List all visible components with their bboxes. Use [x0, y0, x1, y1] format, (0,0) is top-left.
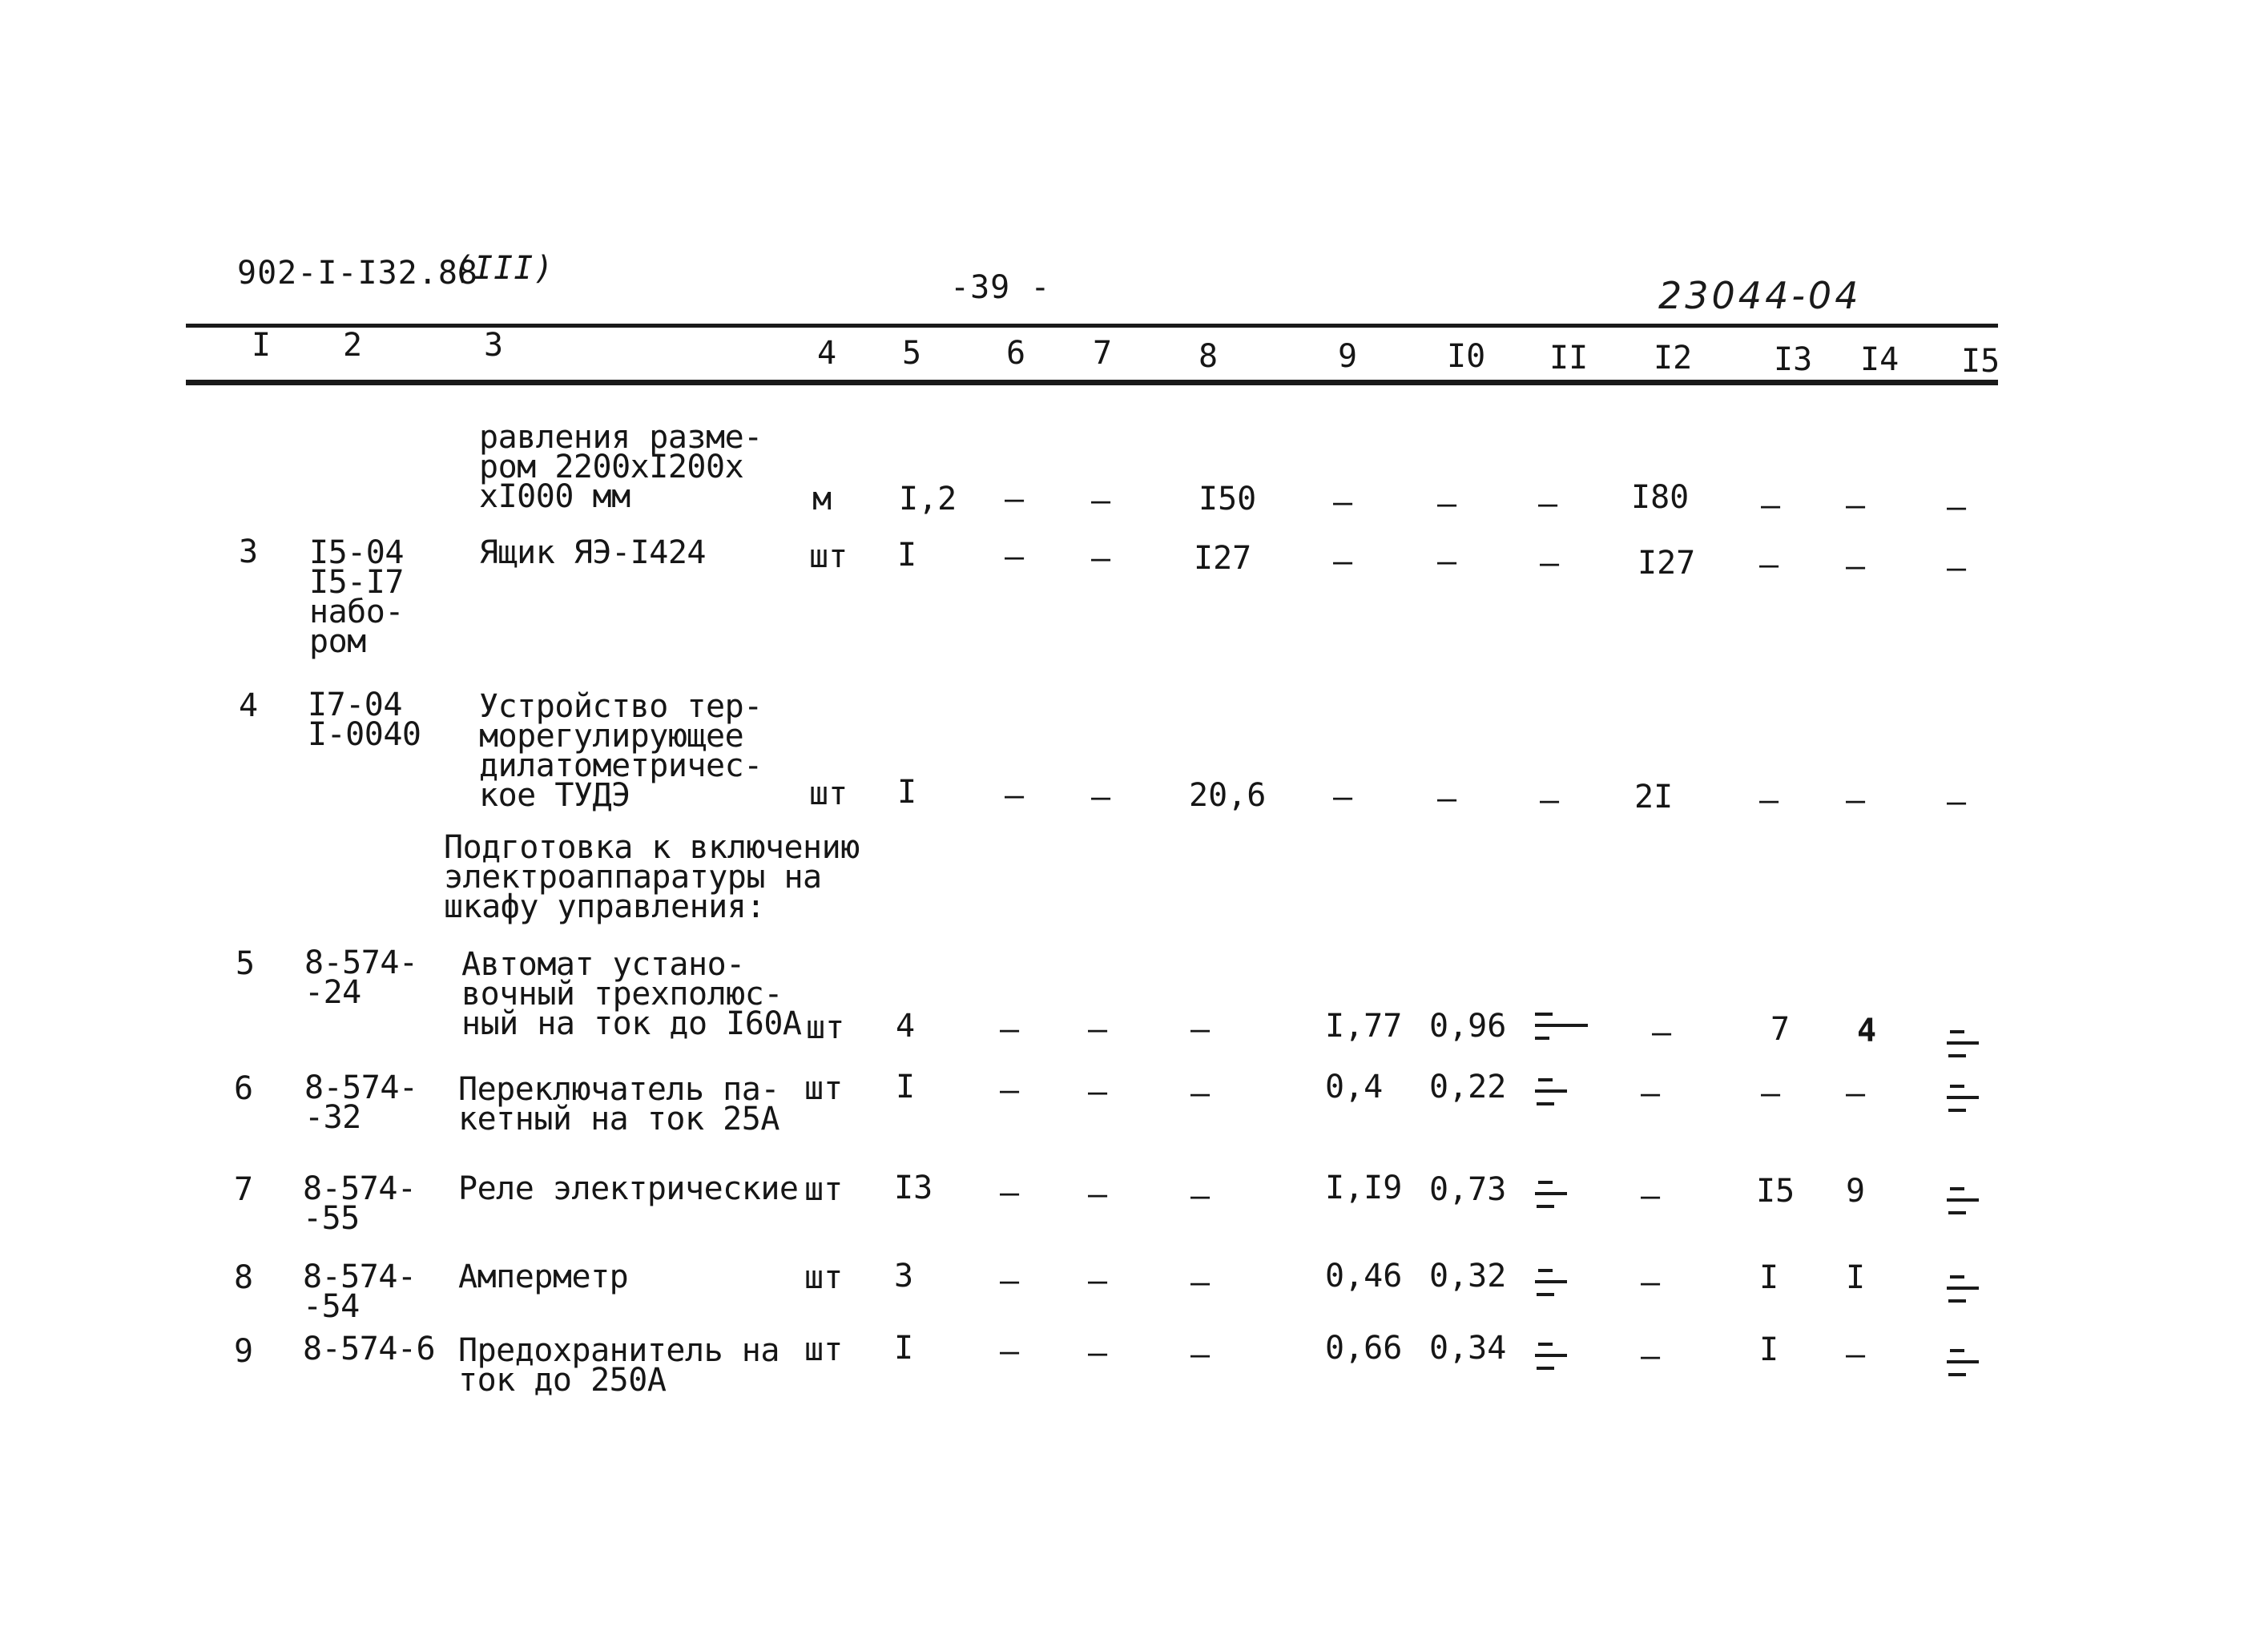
row-number: 9	[234, 1333, 254, 1370]
row-quantity: 4	[896, 1008, 916, 1045]
ditto-mark	[1535, 1181, 1569, 1237]
row-number: 8	[234, 1259, 254, 1296]
row-cell: –	[1190, 1264, 1211, 1301]
row-cell: –	[1088, 1011, 1108, 1048]
row-cell: –	[1190, 1178, 1211, 1214]
column-number: I2	[1654, 340, 1693, 377]
document-mark: (III)	[453, 250, 554, 287]
row-cell: –	[1761, 487, 1781, 524]
column-number: 2	[343, 327, 363, 364]
row-code: 8-574- -32	[304, 1069, 418, 1136]
row-cell: 7	[1770, 1011, 1791, 1048]
row-description: Ящик ЯЭ-I424	[479, 534, 706, 571]
row-number: 7	[234, 1171, 254, 1208]
row-cell: I	[1759, 1259, 1779, 1296]
row-cell: I27	[1194, 540, 1252, 577]
ditto-mark	[1535, 1343, 1569, 1399]
ditto-mark	[1947, 1349, 1980, 1405]
row-unit: м	[812, 481, 832, 517]
row-cell: –	[1000, 1011, 1020, 1048]
column-number: I4	[1860, 341, 1899, 378]
row-quantity: I,2	[899, 481, 957, 517]
ditto-mark	[1535, 1006, 1588, 1062]
row-cell: –	[1005, 538, 1025, 575]
row-cell: I,I9	[1325, 1170, 1403, 1206]
row-cell: –	[1437, 485, 1457, 522]
row-cell: –	[1088, 1176, 1108, 1213]
row-unit: шт	[804, 1259, 844, 1296]
inventory-number: 23044-04	[1658, 274, 1862, 317]
ditto-mark	[1535, 1078, 1569, 1134]
row-cell: –	[1088, 1335, 1108, 1371]
row-cell: –	[1000, 1333, 1020, 1370]
ditto-mark	[1535, 1269, 1569, 1325]
row-cell: –	[1947, 550, 1967, 586]
page-number: -39 -	[950, 269, 1051, 306]
row-cell: –	[1333, 484, 1353, 521]
row-unit: шт	[804, 1171, 844, 1208]
row-number: 5	[236, 945, 256, 982]
row-description: Реле электрические	[458, 1170, 799, 1207]
row-cell: –	[1641, 1178, 1661, 1214]
row-cell: –	[1652, 1014, 1672, 1051]
row-cell: 9	[1846, 1173, 1866, 1210]
row-cell: –	[1437, 780, 1457, 817]
row-cell: 2I	[1634, 779, 1674, 815]
row-cell: 0,32	[1429, 1258, 1507, 1295]
row-description: Устройство тер- морегулирующее дилатометричес- кое ТУДЭ	[479, 688, 763, 814]
ditto-mark	[1947, 1187, 1980, 1243]
column-number: 9	[1338, 338, 1358, 375]
row-cell: –	[1947, 489, 1967, 526]
column-number: 6	[1006, 335, 1026, 372]
column-number: 4	[817, 335, 837, 372]
row-number: 6	[234, 1070, 254, 1107]
row-description: Предохранитель на ток до 250А	[458, 1332, 779, 1399]
row-cell: –	[1091, 482, 1111, 519]
row-quantity: I3	[894, 1170, 933, 1206]
row-quantity: I	[897, 774, 917, 811]
row-code: 8-574- -24	[304, 944, 418, 1011]
row-description: равления разме- ром 2200xI200x xI000 мм	[479, 419, 763, 515]
row-cell: 0,73	[1429, 1171, 1507, 1208]
row-cell: –	[1091, 540, 1111, 577]
column-number: 7	[1093, 335, 1113, 372]
ditto-mark	[1947, 1085, 1980, 1141]
row-quantity: I	[896, 1069, 916, 1105]
column-number: 3	[484, 327, 504, 364]
row-cell: –	[1437, 543, 1457, 580]
row-cell: –	[1190, 1011, 1211, 1048]
row-cell: –	[1005, 481, 1025, 517]
row-description: Автомат устано- вочный трехполюс- ный на ток до I60A	[461, 946, 802, 1042]
row-cell: –	[1540, 782, 1560, 819]
column-number: 8	[1198, 338, 1219, 375]
row-cell: I,77	[1325, 1008, 1403, 1045]
row-description: Амперметр	[458, 1258, 629, 1295]
row-unit: шт	[804, 1070, 844, 1107]
row-code: 8-574- -55	[303, 1170, 417, 1237]
section-heading: Подготовка к включению электроаппаратуры на шкафу управления:	[444, 829, 860, 925]
column-number: I	[252, 327, 272, 364]
row-cell: –	[1091, 779, 1111, 815]
column-number: 5	[902, 335, 922, 372]
column-number: I0	[1447, 338, 1486, 375]
row-cell: –	[1846, 1075, 1866, 1112]
row-quantity: I	[897, 537, 917, 574]
row-cell: 0,22	[1429, 1069, 1507, 1105]
ditto-mark	[1947, 1275, 1980, 1331]
row-cell: –	[1088, 1073, 1108, 1110]
column-number: II	[1549, 340, 1589, 377]
row-cell: I5	[1756, 1173, 1795, 1210]
row-cell: –	[1540, 545, 1560, 582]
row-cell: –	[1846, 487, 1866, 524]
row-unit: шт	[804, 1331, 844, 1368]
row-cell: –	[1088, 1262, 1108, 1299]
row-code: I5-04 I5-I7 набо- ром	[309, 534, 404, 660]
table-header-rule	[186, 380, 1998, 385]
row-cell: –	[1000, 1262, 1020, 1299]
row-cell: –	[1846, 1336, 1866, 1373]
row-cell: –	[1641, 1075, 1661, 1112]
row-cell: –	[1759, 782, 1779, 819]
row-cell: –	[1846, 548, 1866, 585]
row-cell: 0,66	[1325, 1330, 1403, 1367]
row-cell: 0,96	[1429, 1008, 1507, 1045]
row-cell: –	[1538, 485, 1558, 522]
row-cell: –	[1000, 1072, 1020, 1109]
ditto-mark	[1947, 1030, 1980, 1086]
row-cell: –	[1947, 783, 1967, 820]
row-cell: –	[1641, 1264, 1661, 1301]
row-code: 8-574- -54	[303, 1258, 417, 1325]
column-number: I3	[1774, 341, 1813, 378]
row-number: 4	[239, 687, 259, 724]
row-cell: I	[1846, 1259, 1866, 1296]
row-cell: –	[1333, 543, 1353, 580]
row-quantity: I	[894, 1330, 914, 1367]
row-unit: шт	[806, 1009, 845, 1046]
row-cell: I50	[1198, 481, 1257, 517]
row-cell: –	[1333, 779, 1353, 815]
document-code: 902-I-I32.88	[237, 255, 478, 292]
row-cell: I27	[1638, 545, 1696, 582]
row-unit: шт	[809, 538, 848, 575]
row-cell: –	[1759, 546, 1779, 583]
row-number: 3	[239, 534, 259, 570]
row-cell: I80	[1631, 479, 1690, 516]
row-cell: 20,6	[1189, 777, 1267, 814]
row-cell: 0,46	[1325, 1258, 1403, 1295]
row-quantity: 3	[894, 1258, 914, 1295]
column-number: I5	[1961, 343, 2000, 380]
row-cell: –	[1761, 1075, 1781, 1112]
row-cell: –	[1005, 777, 1025, 814]
row-cell: –	[1846, 782, 1866, 819]
row-code: 8-574-6	[303, 1331, 436, 1367]
row-cell: 0,34	[1429, 1330, 1507, 1367]
row-cell: 4	[1857, 1013, 1877, 1049]
row-cell: –	[1641, 1338, 1661, 1375]
row-unit: шт	[809, 775, 848, 812]
row-cell: I	[1759, 1331, 1779, 1368]
table-top-rule	[186, 324, 1998, 328]
row-cell: –	[1190, 1336, 1211, 1373]
row-code: I7-04 I-0040	[308, 687, 421, 753]
row-cell: 0,4	[1325, 1069, 1384, 1105]
row-cell: –	[1000, 1174, 1020, 1211]
row-description: Переключатель па- кетный на ток 25А	[458, 1071, 779, 1138]
row-cell: –	[1190, 1075, 1211, 1112]
